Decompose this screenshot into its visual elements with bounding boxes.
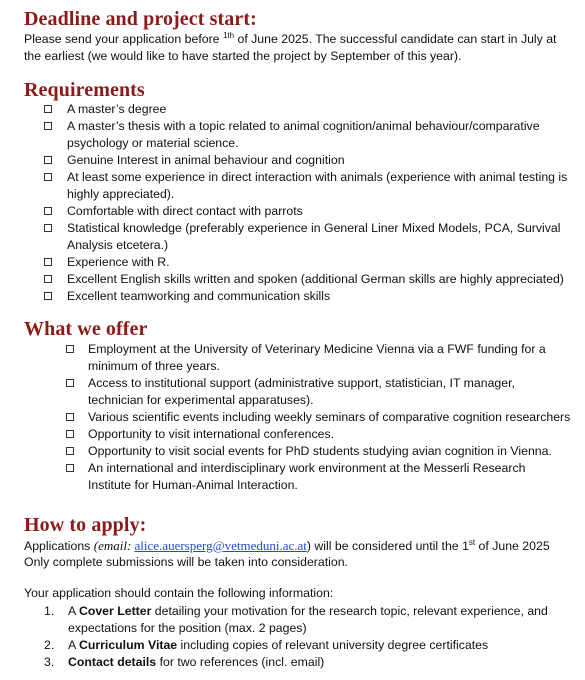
deadline-heading: Deadline and project start: [24,8,257,30]
list-item [66,426,571,443]
checkbox-bullet-icon [66,345,74,353]
list-item-text: Excellent teamworking and communication skills [67,289,331,303]
list-item [44,203,574,220]
deadline-superscript: 1th [222,30,235,40]
checkbox-bullet-icon [44,207,52,215]
checkbox-bullet-icon [44,275,52,283]
apply-text-start: Applications [24,539,94,553]
apply-heading: How to apply: [24,514,147,536]
email-close-paren: ) [306,539,311,553]
checkbox-bullet-icon [44,292,52,300]
list-item-text: Employment at the University of Veterinary Medicine Vienna via a FWF funding for a minimum of three years. [88,342,546,373]
checkbox-bullet-icon [66,379,74,387]
list-item-bold: Contact details [68,655,157,669]
list-item [44,654,564,671]
list-item [66,409,571,426]
list-item-prefix: A [68,604,79,618]
checkbox-bullet-icon [66,430,74,438]
list-item-text: Experience with R. [67,255,170,269]
list-item [66,375,571,409]
deadline-text-start: Please send your application before [24,32,223,46]
email-link[interactable]: alice.auersperg@vetmeduni.ac.at [134,538,307,553]
deadline-text-end: of June 2025. The successful candidate can start in July at the earliest (we would like to have started the project by September of this year). [24,32,557,63]
apply-text-middle: will be considered until the 1 [311,539,469,553]
list-item-text: An international and interdisciplinary work environment at the Messerli Research Institute for Human-Animal Interaction. [88,461,526,492]
list-item [44,603,564,637]
list-item-bold: Cover Letter [78,604,152,618]
list-item-prefix: A [68,638,79,652]
list-item-text: Opportunity to visit international conferences. [88,427,335,441]
list-item-text: A master’s degree [67,102,167,116]
list-item-text: for two references (incl. email) [156,655,325,669]
list-item-text: Various scientific events including weekly seminars of comparative cognition researchers [88,410,571,424]
list-number: 2. [44,638,55,652]
deadline-paragraph [24,31,569,65]
checkbox-bullet-icon [66,413,74,421]
checkbox-bullet-icon [44,156,52,164]
list-item [66,460,571,494]
application-contents-list [44,603,564,671]
list-item-text: Comfortable with direct contact with parrots [67,204,303,218]
list-item [44,271,574,288]
checkbox-bullet-icon [44,258,52,266]
list-item-text: Excellent English skills written and spoken (additional German skills are highly appreciated) [67,272,564,286]
list-item-bold: Curriculum Vitae [78,638,178,652]
offer-list [66,341,571,494]
offer-heading: What we offer [24,318,148,340]
apply-complete-note: Only complete submissions will be taken into consideration. [24,555,348,569]
list-item [44,101,574,118]
list-item-text: At least some experience in direct interaction with animals (experience with animal testing is highly appreciated). [67,170,568,201]
list-number: 1. [44,604,55,618]
list-item-text: Statistical knowledge (preferably experience in General Liner Mixed Models, PCA, Survival Analysis etcetera.) [67,221,561,252]
list-item [66,341,571,375]
list-item-text: Opportunity to visit social events for PhD students studying avian cognition in Vienna. [88,444,552,458]
list-item [44,118,574,152]
list-item [44,637,564,654]
list-item [44,169,574,203]
apply-intro: Your application should contain the following information: [24,586,334,600]
apply-superscript: st [468,537,476,547]
checkbox-bullet-icon [44,173,52,181]
checkbox-bullet-icon [44,122,52,130]
list-number: 3. [44,655,55,669]
list-item [44,254,574,271]
list-item-text: Genuine Interest in animal behaviour and cognition [67,153,345,167]
list-item [44,152,574,169]
apply-text-end: of June 2025 [475,539,550,553]
list-item-text: A master’s thesis with a topic related to animal cognition/animal behaviour/comparative psychology or material science. [67,119,540,150]
checkbox-bullet-icon [66,464,74,472]
checkbox-bullet-icon [66,447,74,455]
list-item-text: including copies of relevant university degree certificates [177,638,489,652]
list-item [66,443,571,460]
requirements-heading: Requirements [24,79,145,101]
list-item [44,288,574,305]
list-item-text: Access to institutional support (administrative support, statistician, IT manager, technician for experimental apparatuses). [88,376,515,407]
list-item [44,220,574,254]
apply-deadline-line [24,537,579,555]
checkbox-bullet-icon [44,105,52,113]
email-label: (email: [93,538,135,553]
checkbox-bullet-icon [44,224,52,232]
list-item-text: detailing your motivation for the research topic, relevant experience, and expectations for the position (max. 2 pages) [68,604,548,635]
requirements-list [44,101,574,305]
